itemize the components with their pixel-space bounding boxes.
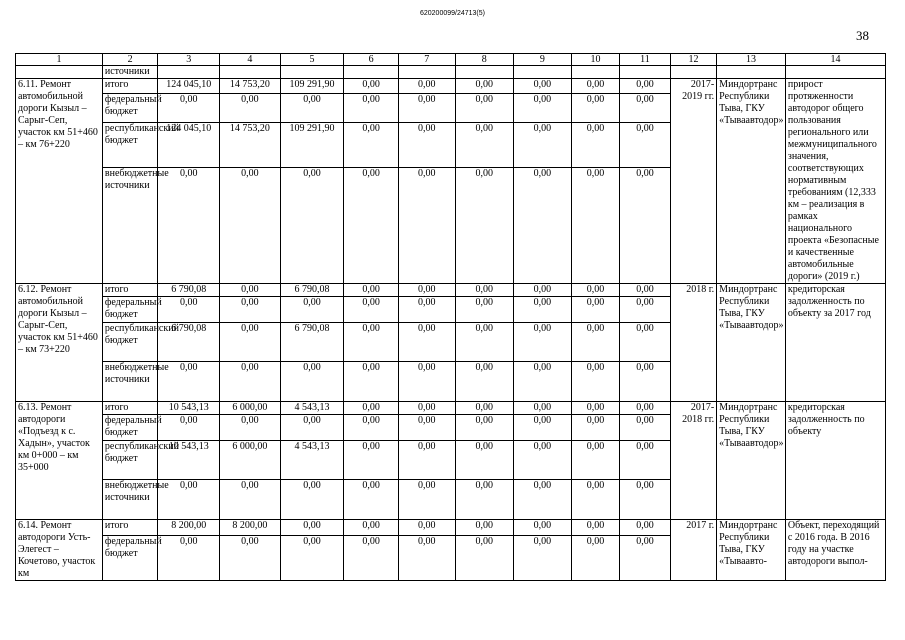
amount-cell: 10 543,13 <box>158 402 220 415</box>
amount-cell: 0,00 <box>571 167 620 283</box>
executor-cell: Миндортранс Республики Тыва, ГКУ «Тываавтодор» <box>717 284 786 402</box>
amount-cell: 0,00 <box>455 402 514 415</box>
amount-cell: 0,00 <box>398 79 455 94</box>
amount-cell: 0,00 <box>398 167 455 283</box>
amount-cell: 0,00 <box>514 520 572 536</box>
amount-cell: 0,00 <box>514 535 572 580</box>
funding-source: итого <box>102 79 158 94</box>
column-header: 11 <box>620 54 671 66</box>
amount-cell: 0,00 <box>220 93 281 123</box>
amount-cell: 0,00 <box>455 167 514 283</box>
amount-cell: 0,00 <box>571 323 620 362</box>
funding-source: республиканский бюджет <box>102 123 158 167</box>
table-row <box>16 402 886 415</box>
funding-source: итого <box>102 402 158 415</box>
amount-cell: 0,00 <box>455 362 514 402</box>
amount-cell: 0,00 <box>514 123 572 167</box>
financing-table <box>15 53 886 581</box>
amount-cell: 6 000,00 <box>220 402 281 415</box>
amount-cell: 0,00 <box>455 535 514 580</box>
amount-cell: 4 543,13 <box>280 441 344 480</box>
amount-cell: 0,00 <box>398 93 455 123</box>
amount-cell: 0,00 <box>620 93 671 123</box>
carry-over-row <box>16 66 886 79</box>
project-name: 6.14. Ремонт автодороги Усть-Элегест – Кочетово, участок км <box>16 520 103 581</box>
amount-cell: 0,00 <box>280 362 344 402</box>
amount-cell: 0,00 <box>571 297 620 323</box>
period-cell: 2018 г. <box>670 284 716 402</box>
result-cell: Объект, переходящий с 2016 года. В 2016 году на участке автодороги выпол- <box>785 520 885 581</box>
amount-cell: 124 045,10 <box>158 79 220 94</box>
funding-source: федеральный бюджет <box>102 93 158 123</box>
amount-cell: 124 045,10 <box>158 123 220 167</box>
amount-cell: 4 543,13 <box>280 402 344 415</box>
amount-cell: 0,00 <box>280 480 344 520</box>
amount-cell: 0,00 <box>514 362 572 402</box>
amount-cell: 0,00 <box>455 123 514 167</box>
amount-cell: 0,00 <box>455 284 514 297</box>
amount-cell: 6 790,08 <box>158 284 220 297</box>
amount-cell: 8 200,00 <box>158 520 220 536</box>
amount-cell: 0,00 <box>571 441 620 480</box>
amount-cell: 0,00 <box>514 480 572 520</box>
column-header: 9 <box>514 54 572 66</box>
amount-cell: 0,00 <box>398 480 455 520</box>
amount-cell: 0,00 <box>571 93 620 123</box>
amount-cell: 0,00 <box>571 79 620 94</box>
amount-cell: 8 200,00 <box>220 520 281 536</box>
table-row <box>16 284 886 297</box>
amount-cell: 0,00 <box>455 415 514 441</box>
amount-cell: 0,00 <box>571 123 620 167</box>
amount-cell: 6 790,08 <box>158 323 220 362</box>
amount-cell: 0,00 <box>620 284 671 297</box>
funding-source: внебюджетные источники <box>102 167 158 283</box>
amount-cell: 0,00 <box>344 123 399 167</box>
amount-cell: 0,00 <box>280 93 344 123</box>
amount-cell: 0,00 <box>158 167 220 283</box>
amount-cell: 0,00 <box>455 297 514 323</box>
amount-cell: 0,00 <box>398 520 455 536</box>
column-header: 2 <box>102 54 158 66</box>
amount-cell: 0,00 <box>455 93 514 123</box>
amount-cell: 0,00 <box>344 79 399 94</box>
table-row <box>16 79 886 94</box>
amount-cell: 0,00 <box>280 297 344 323</box>
amount-cell: 0,00 <box>220 480 281 520</box>
amount-cell: 0,00 <box>571 535 620 580</box>
amount-cell: 0,00 <box>280 535 344 580</box>
amount-cell: 109 291,90 <box>280 79 344 94</box>
amount-cell: 6 790,08 <box>280 323 344 362</box>
amount-cell: 0,00 <box>344 520 399 536</box>
amount-cell: 0,00 <box>158 535 220 580</box>
funding-source: республиканский бюджет <box>102 323 158 362</box>
amount-cell: 0,00 <box>455 480 514 520</box>
amount-cell: 0,00 <box>398 535 455 580</box>
amount-cell: 0,00 <box>620 123 671 167</box>
amount-cell: 0,00 <box>620 167 671 283</box>
amount-cell: 14 753,20 <box>220 79 281 94</box>
amount-cell: 0,00 <box>220 167 281 283</box>
funding-source: федеральный бюджет <box>102 297 158 323</box>
amount-cell: 0,00 <box>514 402 572 415</box>
amount-cell: 0,00 <box>398 123 455 167</box>
amount-cell: 0,00 <box>398 362 455 402</box>
amount-cell: 0,00 <box>455 323 514 362</box>
page-number: 38 <box>856 28 869 43</box>
amount-cell: 0,00 <box>220 362 281 402</box>
amount-cell: 0,00 <box>514 93 572 123</box>
funding-source: республиканский бюджет <box>102 441 158 480</box>
amount-cell: 0,00 <box>220 284 281 297</box>
amount-cell: 0,00 <box>620 402 671 415</box>
project-name: 6.13. Ремонт автодороги «Подъезд к с. Хадын», участок км 0+000 – км 35+000 <box>16 402 103 520</box>
executor-cell: Миндортранс Республики Тыва, ГКУ «Тываавтодор» <box>717 79 786 284</box>
executor-cell: Миндортранс Республики Тыва, ГКУ «Тываавтодор» <box>717 402 786 520</box>
amount-cell: 0,00 <box>620 441 671 480</box>
result-cell: кредиторская задолженность по объекту <box>785 402 885 520</box>
amount-cell: 0,00 <box>344 441 399 480</box>
document-id: 620200099/24713(5) <box>419 10 485 17</box>
result-cell: прирост протяженности автодорог общего пользования регионального или межмуниципального значения, соответствующих нормативным требованиям (12,333 км – реализация в рамках национального проекта «Безопасные и качественные автомобильные дороги» (2019 г.) <box>785 79 885 284</box>
amount-cell: 0,00 <box>620 480 671 520</box>
amount-cell: 0,00 <box>344 284 399 297</box>
amount-cell: 0,00 <box>158 415 220 441</box>
column-header: 8 <box>455 54 514 66</box>
column-header: 10 <box>571 54 620 66</box>
amount-cell: 6 000,00 <box>220 441 281 480</box>
amount-cell: 0,00 <box>344 535 399 580</box>
column-number-row <box>16 54 886 66</box>
amount-cell: 0,00 <box>571 362 620 402</box>
column-header: 7 <box>398 54 455 66</box>
amount-cell: 0,00 <box>398 297 455 323</box>
amount-cell: 0,00 <box>514 284 572 297</box>
amount-cell: 0,00 <box>398 441 455 480</box>
amount-cell: 0,00 <box>571 520 620 536</box>
carry-over-label: источники <box>102 66 158 79</box>
column-header: 14 <box>785 54 885 66</box>
amount-cell: 0,00 <box>220 297 281 323</box>
amount-cell: 0,00 <box>280 520 344 536</box>
column-header: 1 <box>16 54 103 66</box>
amount-cell: 0,00 <box>398 323 455 362</box>
amount-cell: 0,00 <box>344 480 399 520</box>
amount-cell: 0,00 <box>455 441 514 480</box>
amount-cell: 0,00 <box>344 402 399 415</box>
amount-cell: 0,00 <box>344 362 399 402</box>
period-cell: 2017 г. <box>670 520 716 581</box>
amount-cell: 0,00 <box>514 323 572 362</box>
amount-cell: 0,00 <box>455 520 514 536</box>
amount-cell: 0,00 <box>514 441 572 480</box>
column-header: 13 <box>717 54 786 66</box>
amount-cell: 0,00 <box>398 402 455 415</box>
amount-cell: 0,00 <box>620 323 671 362</box>
amount-cell: 109 291,90 <box>280 123 344 167</box>
amount-cell: 0,00 <box>344 167 399 283</box>
table-row <box>16 520 886 536</box>
amount-cell: 0,00 <box>514 415 572 441</box>
result-cell: кредиторская задолженность по объекту за 2017 год <box>785 284 885 402</box>
amount-cell: 0,00 <box>455 79 514 94</box>
column-header: 3 <box>158 54 220 66</box>
amount-cell: 0,00 <box>620 362 671 402</box>
amount-cell: 0,00 <box>158 93 220 123</box>
amount-cell: 0,00 <box>220 535 281 580</box>
executor-cell: Миндортранс Республики Тыва, ГКУ «Тываавто- <box>717 520 786 581</box>
amount-cell: 0,00 <box>158 362 220 402</box>
amount-cell: 0,00 <box>620 415 671 441</box>
funding-source: федеральный бюджет <box>102 415 158 441</box>
amount-cell: 0,00 <box>344 297 399 323</box>
amount-cell: 0,00 <box>571 415 620 441</box>
amount-cell: 0,00 <box>620 520 671 536</box>
amount-cell: 0,00 <box>514 79 572 94</box>
amount-cell: 0,00 <box>620 297 671 323</box>
amount-cell: 0,00 <box>220 323 281 362</box>
amount-cell: 10 543,13 <box>158 441 220 480</box>
amount-cell: 0,00 <box>571 284 620 297</box>
amount-cell: 6 790,08 <box>280 284 344 297</box>
amount-cell: 0,00 <box>398 284 455 297</box>
project-name: 6.11. Ремонт автомобильной дороги Кызыл – Сарыг-Сеп, участок км 51+460 – км 76+220 <box>16 79 103 284</box>
amount-cell: 0,00 <box>280 167 344 283</box>
amount-cell: 0,00 <box>158 480 220 520</box>
amount-cell: 0,00 <box>620 535 671 580</box>
column-header: 4 <box>220 54 281 66</box>
funding-source: внебюджетные источники <box>102 480 158 520</box>
amount-cell: 14 753,20 <box>220 123 281 167</box>
amount-cell: 0,00 <box>220 415 281 441</box>
funding-source: внебюджетные источники <box>102 362 158 402</box>
amount-cell: 0,00 <box>571 480 620 520</box>
period-cell: 2017-2018 гг. <box>670 402 716 520</box>
funding-source: итого <box>102 520 158 536</box>
period-cell: 2017-2019 гг. <box>670 79 716 284</box>
funding-source: федеральный бюджет <box>102 535 158 580</box>
amount-cell: 0,00 <box>344 415 399 441</box>
amount-cell: 0,00 <box>158 297 220 323</box>
column-header: 6 <box>344 54 399 66</box>
amount-cell: 0,00 <box>344 93 399 123</box>
amount-cell: 0,00 <box>280 415 344 441</box>
column-header: 5 <box>280 54 344 66</box>
amount-cell: 0,00 <box>571 402 620 415</box>
amount-cell: 0,00 <box>344 323 399 362</box>
amount-cell: 0,00 <box>514 297 572 323</box>
funding-source: итого <box>102 284 158 297</box>
amount-cell: 0,00 <box>514 167 572 283</box>
amount-cell: 0,00 <box>398 415 455 441</box>
project-name: 6.12. Ремонт автомобильной дороги Кызыл – Сарыг-Сеп, участок км 51+460 – км 73+220 <box>16 284 103 402</box>
column-header: 12 <box>670 54 716 66</box>
amount-cell: 0,00 <box>620 79 671 94</box>
